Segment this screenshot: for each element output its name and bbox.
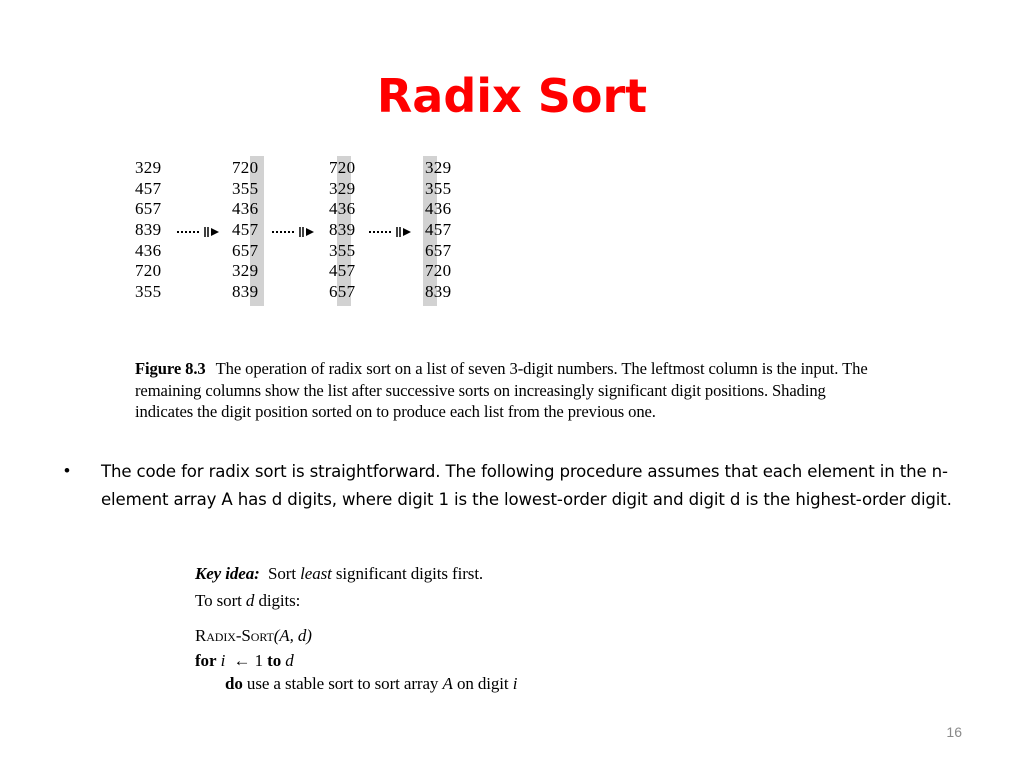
do-line: do use a stable sort to sort array A on digit i bbox=[225, 674, 518, 693]
input-column bbox=[135, 158, 161, 303]
procedure-signature: Radix-Sort(A, d) bbox=[195, 626, 312, 645]
number-cell: 720 bbox=[232, 158, 259, 177]
number-cell: 657 bbox=[425, 240, 452, 260]
page-number: 16 bbox=[946, 724, 962, 740]
for-line: for i ← 1 to d bbox=[195, 651, 294, 670]
sorted-column-3 bbox=[425, 158, 451, 303]
number-cell: 329 bbox=[329, 178, 356, 198]
number-cell: 355 bbox=[329, 240, 356, 260]
number-cell: 436 bbox=[425, 199, 452, 219]
number-cell: 457 bbox=[232, 220, 259, 240]
arrow-icon bbox=[177, 226, 221, 238]
number-cell: 355 bbox=[425, 178, 452, 198]
bullet-marker: • bbox=[64, 461, 70, 480]
key-idea-line: Key idea: Sort least significant digits first. bbox=[195, 564, 484, 583]
number-cell: 436 bbox=[232, 199, 259, 219]
caption-label: Figure 8.3 bbox=[135, 359, 206, 378]
slide-title: Radix Sort bbox=[376, 69, 648, 123]
sorted-column-1 bbox=[232, 158, 258, 303]
number-cell: 457 bbox=[425, 220, 452, 240]
number-cell: 657 bbox=[232, 240, 259, 260]
number-cell: 329 bbox=[135, 158, 162, 177]
bullet-text: The code for radix sort is straightforward. The following procedure assumes that each element in the n-element array A has d digits, where digit 1 is the lowest-order digit and digit d is the highest-order digit. bbox=[101, 462, 952, 509]
number-cell: 436 bbox=[135, 240, 162, 260]
number-cell: 329 bbox=[425, 158, 452, 177]
caption-text: The operation of radix sort on a list of seven 3-digit numbers. The leftmost column is the input. The remaining columns show the list after successive sorts on increasingly significant digit positions. Shading indicates the digit position sorted on to produce each list from the previous one. bbox=[135, 359, 868, 421]
number-cell: 329 bbox=[232, 261, 259, 281]
number-cell: 720 bbox=[425, 261, 452, 281]
number-cell: 355 bbox=[135, 282, 162, 302]
number-cell: 457 bbox=[135, 178, 162, 198]
number-cell: 720 bbox=[329, 158, 356, 177]
number-cell: 436 bbox=[329, 199, 356, 219]
number-cell: 839 bbox=[232, 282, 259, 302]
number-cell: 839 bbox=[329, 220, 356, 240]
number-cell: 355 bbox=[232, 178, 259, 198]
number-cell: 720 bbox=[135, 261, 162, 281]
to-sort-line: To sort d digits: bbox=[195, 591, 301, 610]
procedure-name: Radix-Sort bbox=[195, 626, 274, 645]
figure-caption bbox=[135, 358, 875, 423]
number-cell: 839 bbox=[135, 220, 162, 240]
sorted-column-2 bbox=[329, 158, 355, 303]
number-cell: 457 bbox=[329, 261, 356, 281]
arrow-icon bbox=[369, 226, 413, 238]
arrow-icon bbox=[272, 226, 316, 238]
number-cell: 657 bbox=[329, 282, 356, 302]
number-cell: 839 bbox=[425, 282, 452, 302]
number-cell: 657 bbox=[135, 199, 162, 219]
